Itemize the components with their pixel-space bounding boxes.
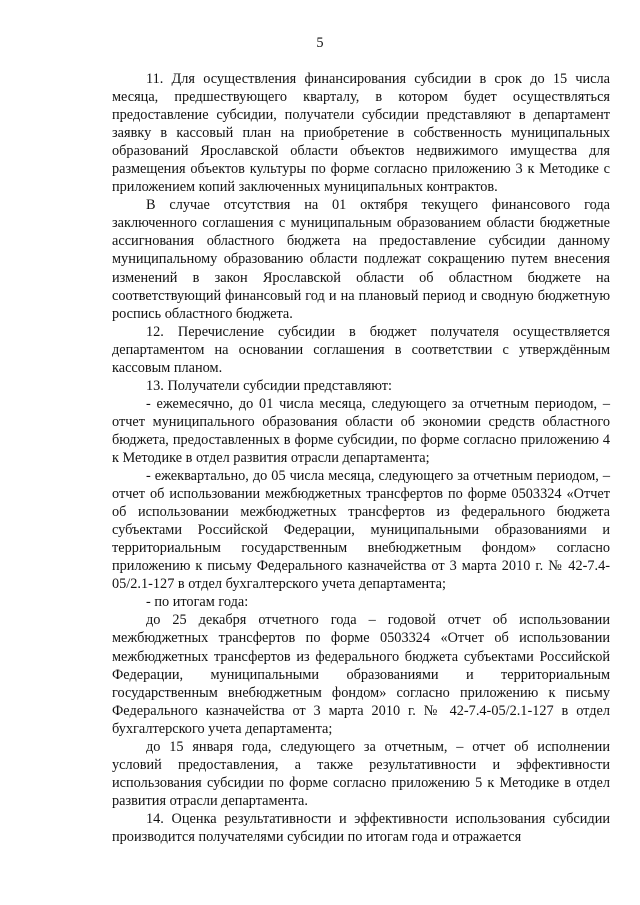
document-body [112,70,610,846]
list-item-annual-heading: - по итогам года: [146,594,249,611]
paragraph-annual-report-january: до 15 января года, следующего за отчетным, – отчет об исполнении условий предоставления, а также результативности и эффективности использования субсидии по форме согласно приложению 5 к Методике в отдел развития отрасли департамента. [112,738,610,809]
paragraph-14-evaluation: 14. Оценка результативности и эффективности использования субсидии производится получателями субсидии по итогам года и отражается [112,810,610,845]
paragraph-11-funding-application: 11. Для осуществления финансирования субсидии в срок до 15 числа месяца, предшествующего кварталу, в котором будет осуществляться предоставление субсидии, получатели субсидии представляют в департамент заявку в кассовый план на приобретение в собственность муниципальных образований Ярославской области объектов недвижимого имущества для размещения объектов культуры по форме согласно приложению 3 к Методике с приложением копий заключенных муниципальных контрактов. [112,71,610,196]
paragraph-13-recipients-submit: 13. Получатели субсидии представляют: [146,377,392,394]
list-item-monthly-report: - ежемесячно, до 01 числа месяца, следующего за отчетным периодом, – отчет муниципального образования области об экономии средств областного бюджета, предоставленных в форме субсидии, по форме согласно приложению 4 к Методике в отдел развития отрасли департамента; [112,395,610,466]
page-number: 5 [316,35,324,51]
paragraph-12-transfer: 12. Перечисление субсидии в бюджет получателя осуществляется департаментом на основании соглашения в соответствии с утверждённым кассовым планом. [112,323,610,376]
paragraph-absence-of-agreement: В случае отсутствия на 01 октября текущего финансового года заключенного соглашения с муниципальным образованием области бюджетные ассигнования областного бюджета на предоставление субсидии данному муниципальному образованию области подлежат сокращению путем внесения изменений в закон Ярославской области об областном бюджете на соответствующий финансовый год и на плановый период и сводную бюджетную роспись областного бюджета. [112,197,610,322]
paragraph-annual-report-december: до 25 декабря отчетного года – годовой отчет об использовании межбюджетных трансфертов по форме 0503324 «Отчет об использовании межбюджетных трансфертов из федерального бюджета субъектами Российской Федерации, муниципальными образованиями и территориальным государственным внебюджетным фондом» согласно приложению к письму Федерального казначейства от 3 марта 2010 г. № 42-7.4-05/2.1-127 в отдел бухгалтерского учета департамента; [112,612,610,737]
list-item-quarterly-report: - ежеквартально, до 05 числа месяца, следующего за отчетным периодом, – отчет об использовании межбюджетных трансфертов по форме 0503324 «Отчет об использовании межбюджетных трансфертов из федерального бюджета субъектами Российской Федерации, муниципальными образованиями и территориальным государственным внебюджетным фондом» согласно приложению к письму Федерального казначейства от 3 марта 2010 г. № 42-7.4-05/2.1-127 в отдел бухгалтерского учета департамента; [112,468,610,593]
